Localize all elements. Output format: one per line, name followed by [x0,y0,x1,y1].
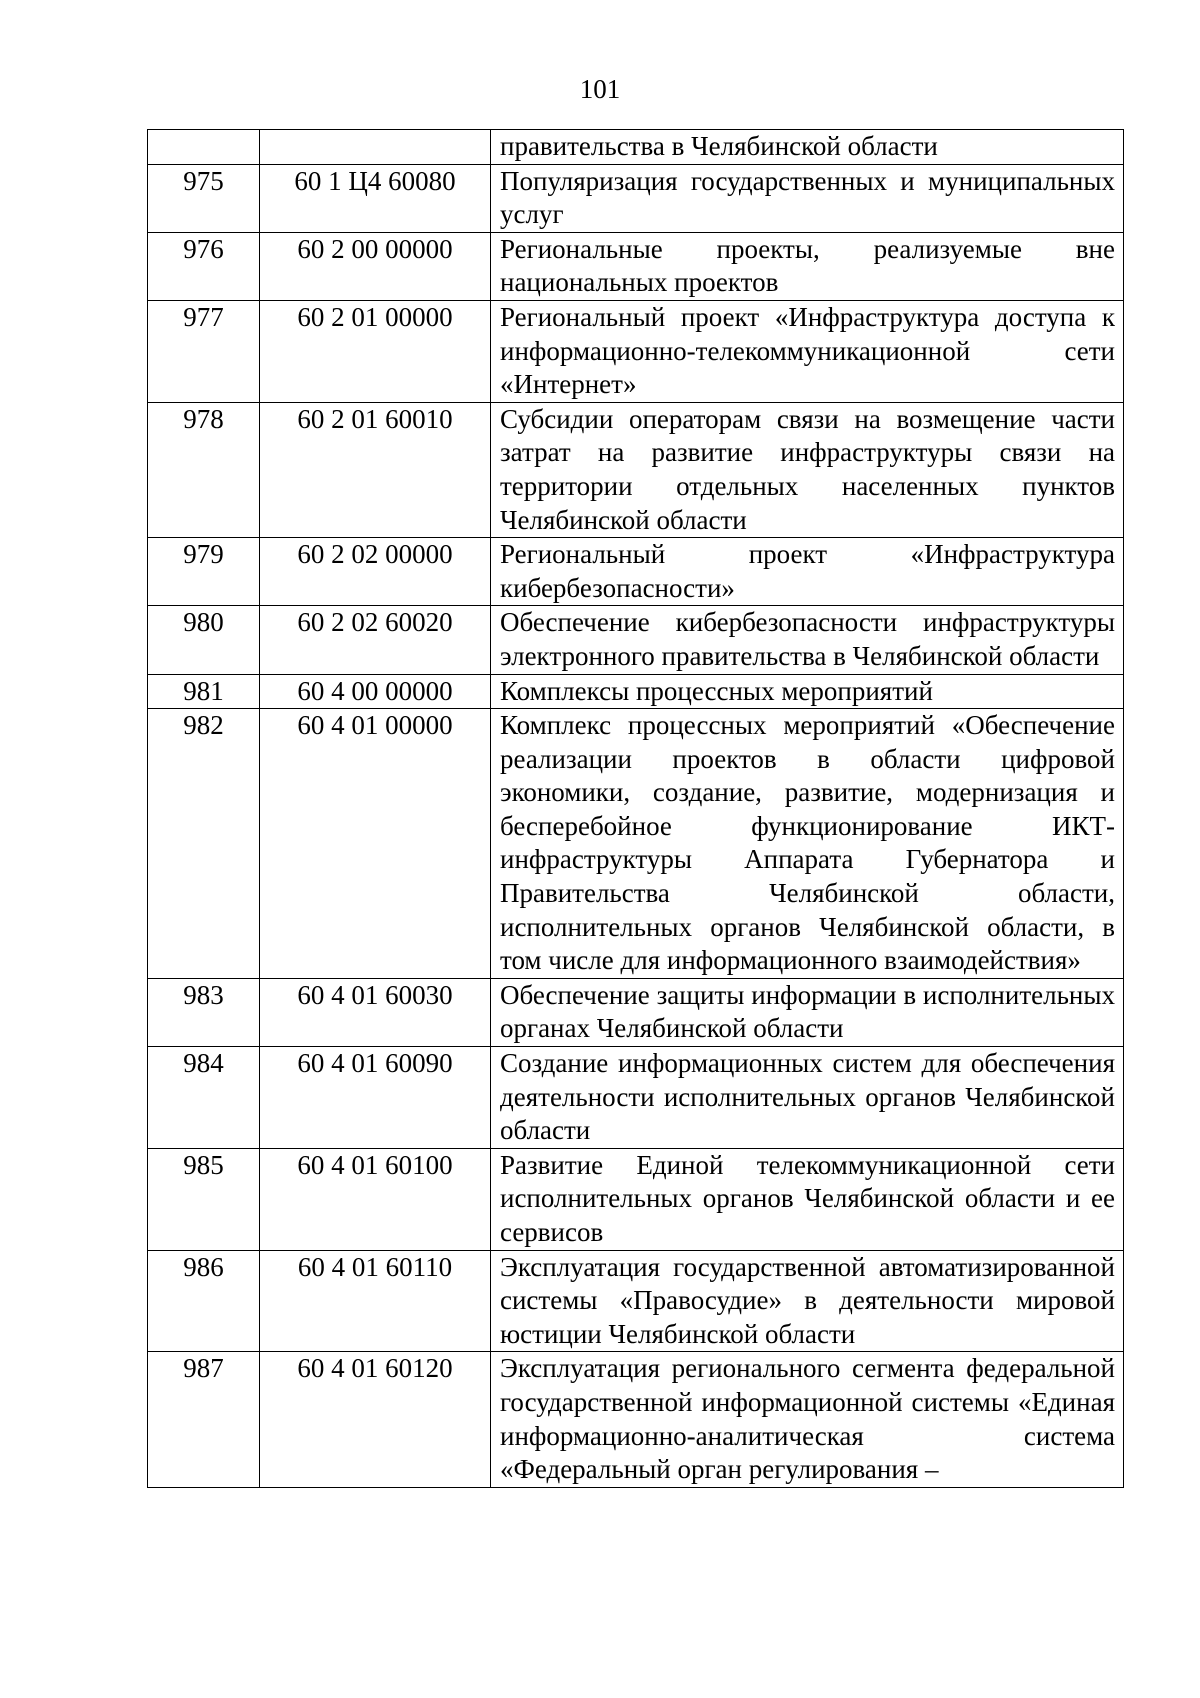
row-number-cell: 980 [148,606,260,674]
table-row [148,1047,1124,1149]
code-cell: 60 4 01 00000 [260,709,491,979]
table-row [148,1250,1124,1352]
description-cell: Региональный проект «Инфраструктура кибербезопасности» [491,538,1124,606]
description-cell: Обеспечение защиты информации в исполнительных органах Челябинской области [491,978,1124,1046]
code-cell: 60 4 01 60030 [260,978,491,1046]
code-cell: 60 2 01 00000 [260,300,491,402]
description-cell: Обеспечение кибербезопасности инфраструктуры электронного правительства в Челябинской области [491,606,1124,674]
description-cell: Создание информационных систем для обеспечения деятельности исполнительных органов Челябинской области [491,1047,1124,1149]
description-cell: Региональный проект «Инфраструктура доступа к информационно-телекоммуникационной сети «Интернет» [491,300,1124,402]
row-number-cell: 981 [148,674,260,709]
table-row [148,978,1124,1046]
code-cell: 60 4 00 00000 [260,674,491,709]
table-row [148,1352,1124,1487]
row-number-cell: 987 [148,1352,260,1487]
row-number-cell: 984 [148,1047,260,1149]
table-row [148,402,1124,537]
code-cell: 60 4 01 60100 [260,1148,491,1250]
code-cell: 60 2 02 00000 [260,538,491,606]
code-cell: 60 4 01 60110 [260,1250,491,1352]
table-row [148,232,1124,300]
row-number-cell: 975 [148,164,260,232]
table-row [148,606,1124,674]
row-number-cell: 976 [148,232,260,300]
description-cell: Развитие Единой телекоммуникационной сети исполнительных органов Челябинской области и ее сервисов [491,1148,1124,1250]
table-row [148,1148,1124,1250]
code-cell: 60 4 01 60090 [260,1047,491,1149]
row-number-cell: 983 [148,978,260,1046]
row-number-cell [148,130,260,165]
description-cell: Эксплуатация регионального сегмента федеральной государственной информационной системы «Единая информационно-аналитическая система «Федеральный орган регулирования – [491,1352,1124,1487]
table-row [148,130,1124,165]
table-row [148,164,1124,232]
page-number: 101 [579,74,621,104]
description-cell: Эксплуатация государственной автоматизированной системы «Правосудие» в деятельности мировой юстиции Челябинской области [491,1250,1124,1352]
description-cell: Региональные проекты, реализуемые вне национальных проектов [491,232,1124,300]
row-number-cell: 978 [148,402,260,537]
description-cell: Субсидии операторам связи на возмещение части затрат на развитие инфраструктуры связи на территории отдельных населенных пунктов Челябинской области [491,402,1124,537]
table-row [148,674,1124,709]
row-number-cell: 979 [148,538,260,606]
table-row [148,538,1124,606]
row-number-cell: 977 [148,300,260,402]
table-row [148,300,1124,402]
description-cell: Комплекс процессных мероприятий «Обеспечение реализации проектов в области цифровой экономики, создание, развитие, модернизация и бесперебойное функционирование ИКТ-инфраструктуры Аппарата Губернатора и Правительства Челябинской области, исполнительных органов Челябинской области, в том числе для информационного взаимодействия» [491,709,1124,979]
description-cell: Комплексы процессных мероприятий [491,674,1124,709]
row-number-cell: 985 [148,1148,260,1250]
code-cell [260,130,491,165]
table-row [148,709,1124,979]
description-cell: правительства в Челябинской области [491,130,1124,165]
row-number-cell: 986 [148,1250,260,1352]
code-cell: 60 2 02 60020 [260,606,491,674]
description-cell: Популяризация государственных и муниципальных услуг [491,164,1124,232]
budget-classification-table [147,129,1124,1488]
code-cell: 60 2 00 00000 [260,232,491,300]
code-cell: 60 2 01 60010 [260,402,491,537]
code-cell: 60 1 Ц4 60080 [260,164,491,232]
row-number-cell: 982 [148,709,260,979]
code-cell: 60 4 01 60120 [260,1352,491,1487]
